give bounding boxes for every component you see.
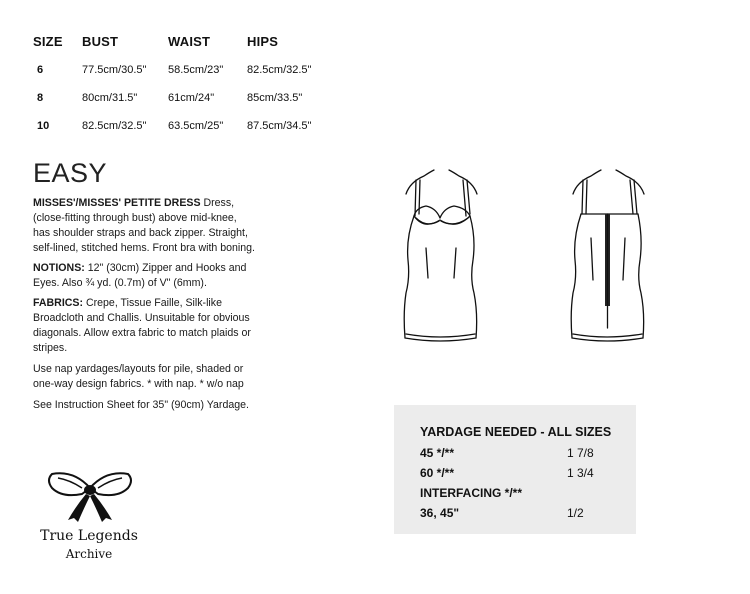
pattern-description <box>33 196 255 256</box>
bust-cell: 77.5cm/30.5" <box>82 64 147 76</box>
notions-label: NOTIONS: <box>33 262 85 274</box>
logo-subtitle: Archive <box>65 547 113 561</box>
bust-cell: 82.5cm/32.5" <box>82 120 147 132</box>
fabrics-label: FABRICS: <box>33 297 84 309</box>
notions-section <box>33 261 255 291</box>
yardage-row-label: 60 */** <box>420 466 455 480</box>
description-title: MISSES'/MISSES' PETITE DRESS <box>33 197 201 209</box>
hips-cell: 85cm/33.5" <box>247 92 303 104</box>
waist-cell: 58.5cm/23" <box>168 64 224 76</box>
hips-cell: 82.5cm/32.5" <box>247 64 312 76</box>
yardage-row-label: 45 */** <box>420 446 455 460</box>
yardage-row-value: 1 3/4 <box>567 466 594 480</box>
hips-header: HIPS <box>247 34 279 49</box>
interfacing-row-value: 1/2 <box>567 506 584 520</box>
bust-header: BUST <box>82 34 119 49</box>
dress-back-icon <box>553 168 663 350</box>
yardage-row-value: 1 7/8 <box>567 446 594 460</box>
bust-cell: 80cm/31.5" <box>82 92 138 104</box>
interfacing-row-label: 36, 45" <box>420 506 460 520</box>
difficulty-label: EASY <box>33 158 108 188</box>
fabrics-section <box>33 296 255 356</box>
interfacing-heading: INTERFACING */** <box>420 486 523 500</box>
waist-cell: 63.5cm/25" <box>168 120 224 132</box>
dress-front-icon <box>386 168 496 350</box>
logo-title: True Legends <box>40 528 138 544</box>
fabrics-text: Crepe, Tissue Faille, Silk-like Broadcloth and Challis. Unsuitable for obvious diagonals. Allow extra fabric to match plaids or stripes. <box>33 297 251 354</box>
description-text: Dress, (close-fitting through bust) above mid-knee, has shoulder straps and back zipper. Straight, self-lined, stitched hems. Front bra with boning. <box>33 197 255 254</box>
hips-cell: 87.5cm/34.5" <box>247 120 312 132</box>
size-cell: 6 <box>37 64 44 76</box>
instruction-note: See Instruction Sheet for 35" (90cm) Yardage. <box>33 399 249 411</box>
waist-header: WAIST <box>168 34 211 49</box>
yardage-heading: YARDAGE NEEDED - ALL SIZES <box>420 425 612 439</box>
size-cell: 8 <box>37 92 44 104</box>
nap-note: Use nap yardages/layouts for pile, shaded or one-way design fabrics. * with nap. * w/o nap <box>33 363 244 390</box>
bow-icon <box>44 466 136 524</box>
size-cell: 10 <box>37 120 50 132</box>
notions-text: 12" (30cm) Zipper and Hooks and Eyes. Also ¾ yd. (0.7m) of V" (6mm). <box>33 262 247 289</box>
size-header: SIZE <box>33 34 63 49</box>
waist-cell: 61cm/24" <box>168 92 215 104</box>
